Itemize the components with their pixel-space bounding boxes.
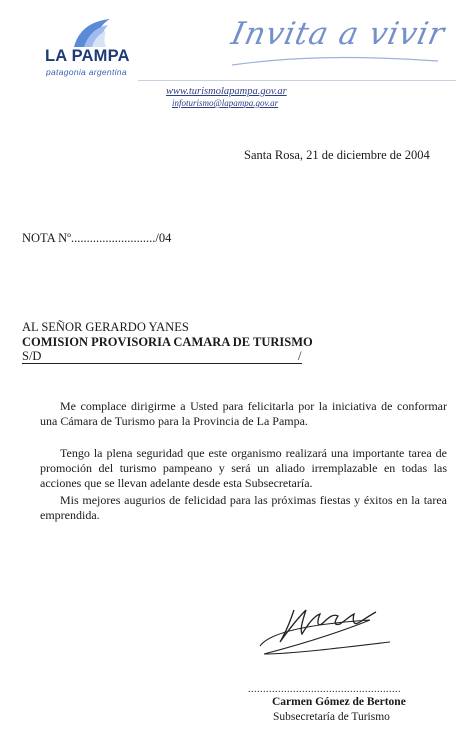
website-link[interactable]: www.turismolapampa.gov.ar [166, 86, 287, 97]
slogan-swash-icon [230, 53, 440, 71]
slogan: Invita a vivir [228, 16, 449, 52]
recipient-organization: COMISION PROVISORIA CAMARA DE TURISMO [22, 335, 313, 349]
paragraph-3: Mis mejores augurios de felicidad para las próximas fiestas y éxitos en la tarea emprendida. [40, 493, 447, 523]
brand-tagline: patagonia argentina [46, 67, 127, 77]
signature-line: ................................................... [248, 684, 401, 695]
signer-name: Carmen Gómez de Bertone [272, 696, 406, 708]
la-pampa-logo-icon [70, 17, 114, 49]
email-link[interactable]: infoturismo@lapampa.gov.ar [172, 98, 279, 108]
recipient-sd: S/D [22, 349, 302, 364]
paragraph-1: Me complace dirigirme a Usted para felicitarla por la iniciativa de conformar una Cámara de Turismo para la Provincia de La Pampa. [40, 399, 447, 429]
recipient-line-end: / [298, 349, 302, 363]
brand-name: LA PAMPA [45, 47, 130, 65]
note-number: NOTA Nº.........................../04 [22, 231, 172, 245]
place-date: Santa Rosa, 21 de diciembre de 2004 [244, 148, 430, 162]
handwritten-signature-icon [250, 598, 400, 666]
paragraph-2: Tengo la plena seguridad que este organismo realizará una importante tarea de promoción del turismo pampeano y será un aliado irremplazable en todas las acciones que se llevan adelante desde esta Subsecretaría. [40, 446, 447, 491]
header-divider [138, 80, 456, 81]
recipient-name: AL SEÑOR GERARDO YANES [22, 320, 189, 334]
signer-role: Subsecretaría de Turismo [273, 711, 390, 723]
